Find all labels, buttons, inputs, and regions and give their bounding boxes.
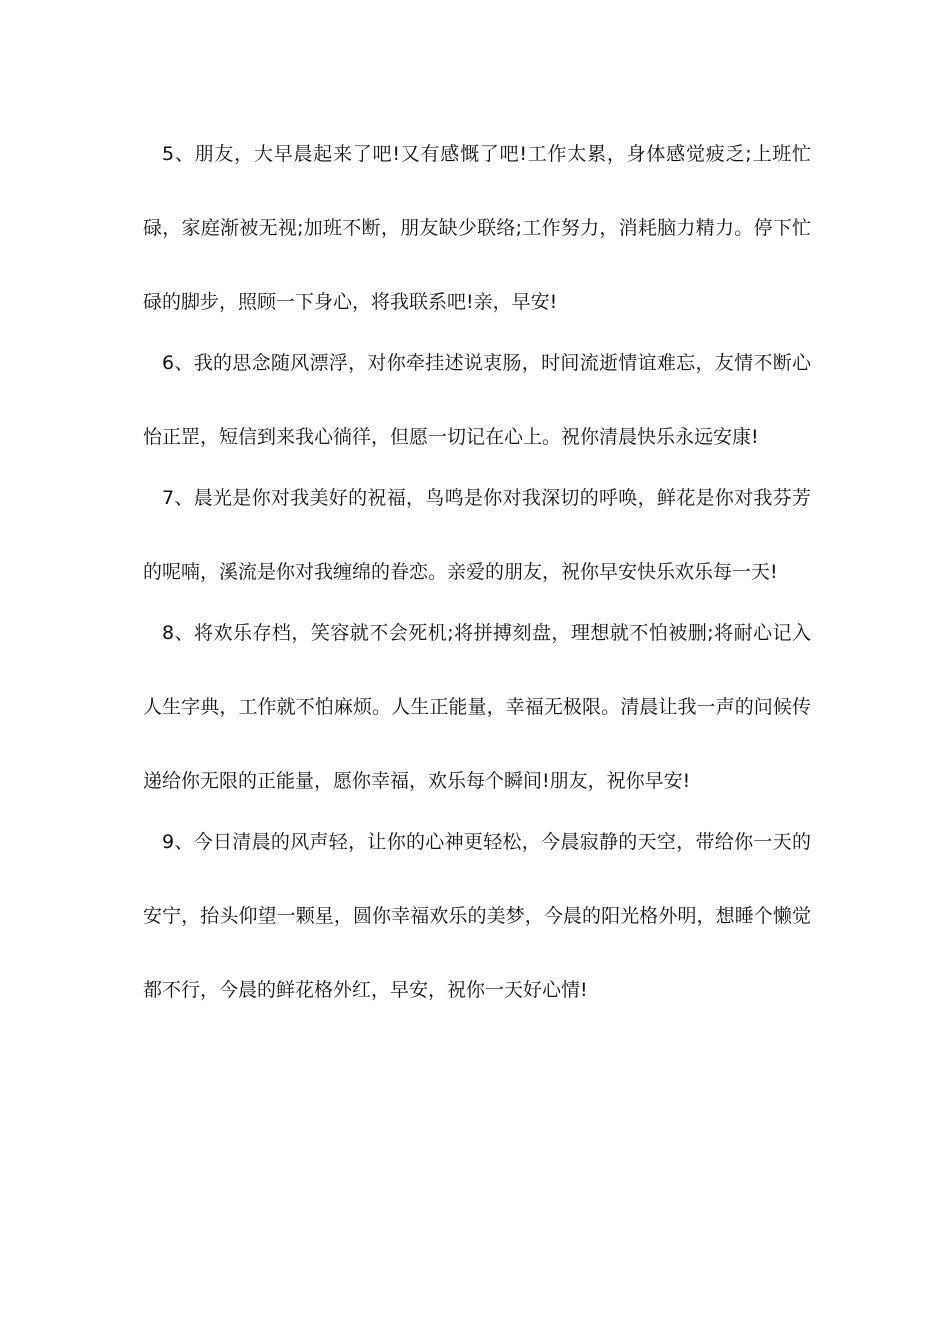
paragraph-9: 9、今日清晨的风声轻，让你的心神更轻松，今晨寂静的天空，带给你一天的安宁，抬头仰望一颗星，圆你幸福欢乐的美梦，今晨的阳光格外明，想睡个懒觉都不行，今晨的鲜花格外红，早安，祝你一天好心情! — [143, 831, 811, 1001]
paragraph-6: 6、我的思念随风漂浮，对你牵挂述说衷肠，时间流逝情谊难忘，友情不断心怡正罡，短信到来我心徜徉，但愿一切记在心上。祝你清晨快乐永远安康! — [143, 352, 811, 448]
paragraph-8: 8、将欢乐存档，笑容就不会死机;将拼搏刻盘，理想就不怕被删;将耐心记入人生字典，工作就不怕麻烦。人生正能量，幸福无极限。清晨让我一声的问候传递给你无限的正能量，愿你幸福，欢乐每个瞬间!朋友，祝你早安! — [143, 622, 811, 792]
paragraph-5: 5、朋友，大早晨起来了吧!又有感慨了吧!工作太累，身体感觉疲乏;上班忙碌，家庭渐被无视;加班不断，朋友缺少联络;工作努力，消耗脑力精力。停下忙碌的脚步，照顾一下身心，将我联系吧!亲，早安! — [143, 143, 811, 313]
document-body — [143, 117, 811, 1027]
paragraph-7: 7、晨光是你对我美好的祝福，鸟鸣是你对我深切的呼唤，鲜花是你对我芬芳的呢喃，溪流是你对我缠绵的眷恋。亲爱的朋友，祝你早安快乐欢乐每一天! — [143, 487, 811, 583]
